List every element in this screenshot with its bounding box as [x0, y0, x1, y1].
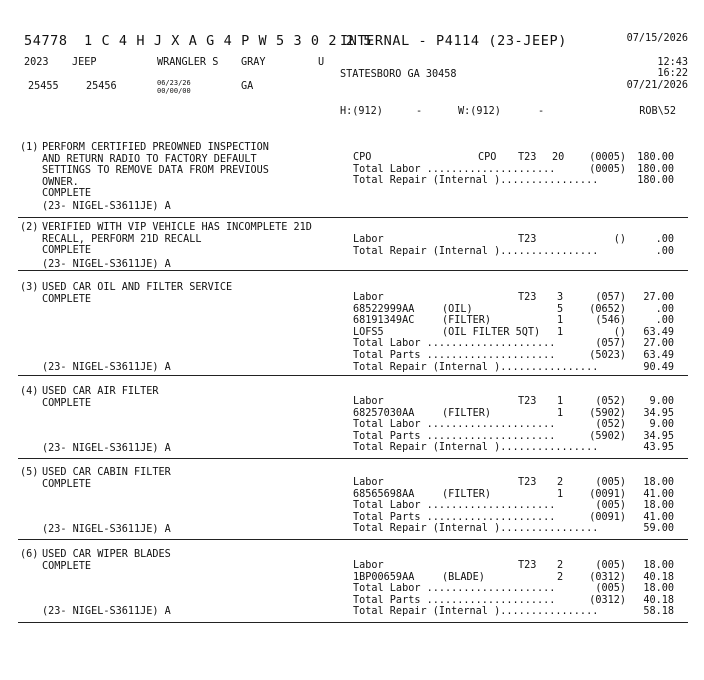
line-amount: 40.18 [643, 571, 674, 583]
line-ref: (0312) [589, 571, 626, 583]
job-description-line: VERIFIED WITH VIP VEHICLE HAS INCOMPLETE 21D [42, 222, 312, 233]
line-label: Total Repair (Internal )................ [353, 245, 599, 257]
job-description-line: PERFORM CERTIFIED PREOWNED INSPECTION [42, 142, 269, 153]
job-description-line: USED CAR CABIN FILTER [42, 467, 171, 478]
line-label: Total Repair (Internal )................ [353, 606, 599, 618]
line-tech-code: T23 [518, 292, 537, 303]
line-qty: 1 [557, 326, 564, 338]
job-description-line: COMPLETE [42, 397, 92, 409]
line-amount: 180.00 [637, 175, 674, 187]
line-label: Total Parts ..................... [353, 430, 556, 442]
job-description-line: USED CAR AIR FILTER [42, 386, 159, 397]
line-tech-code: T23 [518, 396, 537, 407]
job-description-line: COMPLETE [42, 188, 92, 200]
line-label: Total Parts ..................... [353, 594, 556, 606]
section-divider [18, 539, 688, 540]
line-ref: (005) [595, 560, 626, 571]
line-ref: (057) [595, 292, 626, 303]
line-amount: .00 [655, 315, 674, 327]
advisor-code: ROB\52 [639, 106, 676, 117]
line-amount: 18.00 [643, 500, 674, 512]
line-qty: 3 [557, 292, 564, 303]
line-amount: 59.00 [643, 523, 674, 535]
line-label: Total Repair (Internal )................ [353, 442, 599, 454]
line-qty: 1 [557, 315, 564, 327]
job-number: (3) [20, 282, 39, 293]
line-ref: () [613, 326, 626, 338]
num-2: 25456 [86, 81, 117, 92]
line-label: 68522999AA [353, 303, 415, 315]
ro-number: 54778 [24, 33, 68, 49]
line-label: Total Repair (Internal )................ [353, 175, 599, 187]
line-label: Labor [353, 560, 384, 571]
line-label: Labor [353, 234, 384, 245]
line-qty: 1 [557, 488, 564, 500]
line-label: Total Parts ..................... [353, 350, 556, 361]
line-tech-code: T23 [518, 234, 537, 245]
line-code: (BLADE) [442, 571, 485, 583]
line-amount: .00 [655, 234, 674, 245]
job-description-line: COMPLETE [42, 293, 92, 305]
doc-title: INTERNAL - P4114 (23-JEEP) [340, 33, 567, 49]
line-code: CPO [478, 152, 497, 163]
technician-code: (23- NIGEL-S3611JE) A [42, 443, 171, 454]
line-ref: (0005) [589, 163, 626, 175]
technician-code: (23- NIGEL-S3611JE) A [42, 201, 171, 212]
work-phone: W:(912) [458, 106, 501, 117]
num-1: 25455 [28, 81, 59, 92]
line-tech-code: T23 [518, 477, 537, 488]
line-ref: (5902) [589, 430, 626, 442]
vehicle-model: WRANGLER S [157, 57, 219, 68]
line-amount: .00 [655, 245, 674, 257]
line-amount: 63.49 [643, 350, 674, 361]
line-label: Total Labor ..................... [353, 419, 556, 431]
section-divider [18, 217, 688, 218]
line-ref: () [613, 234, 626, 245]
vehicle-year: 2023 [24, 57, 49, 68]
line-amount: 90.49 [643, 361, 674, 373]
technician-code: (23- NIGEL-S3611JE) A [42, 524, 171, 535]
line-label: Total Labor ..................... [353, 338, 556, 350]
line-qty: 2 [557, 571, 564, 583]
line-code: (OIL) [442, 303, 473, 315]
line-amount: 18.00 [643, 477, 674, 488]
line-label: Labor [353, 396, 384, 407]
line-ref: (0005) [589, 152, 626, 163]
technician-code: (23- NIGEL-S3611JE) A [42, 606, 171, 617]
line-amount: 40.18 [643, 594, 674, 606]
line-label: 68191349AC [353, 315, 415, 327]
vin: 1 C 4 H J X A G 4 P W 5 3 0 2 2 5 [84, 33, 373, 49]
line-ref: (005) [595, 477, 626, 488]
line-code: (FILTER) [442, 407, 492, 419]
vehicle-make: JEEP [72, 57, 97, 68]
line-amount: 180.00 [637, 163, 674, 175]
job-number: (5) [20, 467, 39, 478]
line-amount: 9.00 [649, 419, 674, 431]
time-1: 12:43 [657, 57, 688, 68]
vehicle-flag: U [318, 57, 325, 68]
technician-code: (23- NIGEL-S3611JE) A [42, 362, 171, 373]
line-label: Total Labor ..................... [353, 163, 556, 175]
small-date-1: 06/23/26 [157, 79, 191, 87]
line-ref: (0312) [589, 594, 626, 606]
line-ref: (057) [595, 338, 626, 350]
job-description-line: AND RETURN RADIO TO FACTORY DEFAULT [42, 153, 257, 165]
line-amount: 9.00 [649, 396, 674, 407]
line-qty: 5 [557, 303, 564, 315]
line-code: (FILTER) [442, 315, 492, 327]
home-phone: H:(912) [340, 106, 383, 117]
line-label: CPO [353, 152, 372, 163]
work-phone-dash: - [538, 106, 545, 117]
state: GA [241, 81, 254, 92]
line-amount: 63.49 [643, 326, 674, 338]
job-description-line: SETTINGS TO REMOVE DATA FROM PREVIOUS [42, 165, 269, 177]
line-amount: 18.00 [643, 583, 674, 595]
line-amount: 18.00 [643, 560, 674, 571]
line-amount: 27.00 [643, 292, 674, 303]
line-qty: 1 [557, 396, 564, 407]
date-2: 07/21/2026 [626, 80, 688, 91]
line-ref: (5023) [589, 350, 626, 361]
time-2: 16:22 [657, 68, 688, 79]
line-label: LOFS5 [353, 326, 384, 338]
technician-code: (23- NIGEL-S3611JE) A [42, 259, 171, 270]
job-number: (6) [20, 549, 39, 560]
job-number: (2) [20, 222, 39, 233]
section-divider [18, 270, 688, 271]
line-code: (OIL FILTER 5QT) [442, 326, 541, 338]
line-ref: (546) [595, 315, 626, 327]
line-amount: .00 [655, 303, 674, 315]
line-label: 68565698AA [353, 488, 415, 500]
line-tech-code: T23 [518, 152, 537, 163]
line-qty: 20 [552, 152, 565, 163]
line-tech-code: T23 [518, 560, 537, 571]
line-ref: (005) [595, 500, 626, 512]
line-ref: (052) [595, 396, 626, 407]
job-description-line: USED CAR WIPER BLADES [42, 549, 171, 560]
line-ref: (5902) [589, 407, 626, 419]
line-ref: (0091) [589, 511, 626, 523]
vehicle-color: GRAY [241, 57, 266, 68]
job-description-line: OWNER. [42, 176, 79, 188]
line-code: (FILTER) [442, 488, 492, 500]
line-amount: 180.00 [637, 152, 674, 163]
section-divider [18, 458, 688, 459]
header-date: 07/15/2026 [626, 33, 688, 44]
line-amount: 41.00 [643, 511, 674, 523]
line-qty: 2 [557, 477, 564, 488]
job-description-line: COMPLETE [42, 560, 92, 572]
job-description-line: RECALL, PERFORM 21D RECALL [42, 233, 202, 245]
line-amount: 27.00 [643, 338, 674, 350]
line-amount: 34.95 [643, 407, 674, 419]
city-state-zip: STATESBORO GA 30458 [340, 69, 457, 80]
line-label: Total Labor ..................... [353, 583, 556, 595]
job-description-line: COMPLETE [42, 245, 92, 257]
home-phone-dash: - [416, 106, 423, 117]
line-ref: (0091) [589, 488, 626, 500]
line-amount: 34.95 [643, 430, 674, 442]
section-divider [18, 375, 688, 376]
small-date-2: 00/00/00 [157, 87, 191, 95]
job-number: (4) [20, 386, 39, 397]
line-amount: 43.95 [643, 442, 674, 454]
line-label: 68257030AA [353, 407, 415, 419]
line-ref: (0652) [589, 303, 626, 315]
job-description-line: USED CAR OIL AND FILTER SERVICE [42, 282, 233, 293]
section-divider [18, 622, 688, 623]
line-label: 1BP00659AA [353, 571, 415, 583]
line-qty: 1 [557, 407, 564, 419]
line-label: Labor [353, 292, 384, 303]
line-amount: 41.00 [643, 488, 674, 500]
line-label: Labor [353, 477, 384, 488]
line-ref: (052) [595, 419, 626, 431]
line-label: Total Labor ..................... [353, 500, 556, 512]
line-qty: 2 [557, 560, 564, 571]
job-description-line: COMPLETE [42, 478, 92, 490]
line-label: Total Parts ..................... [353, 511, 556, 523]
line-label: Total Repair (Internal )................ [353, 523, 599, 535]
line-amount: 58.18 [643, 606, 674, 618]
line-label: Total Repair (Internal )................ [353, 361, 599, 373]
job-number: (1) [20, 142, 39, 153]
line-ref: (005) [595, 583, 626, 595]
